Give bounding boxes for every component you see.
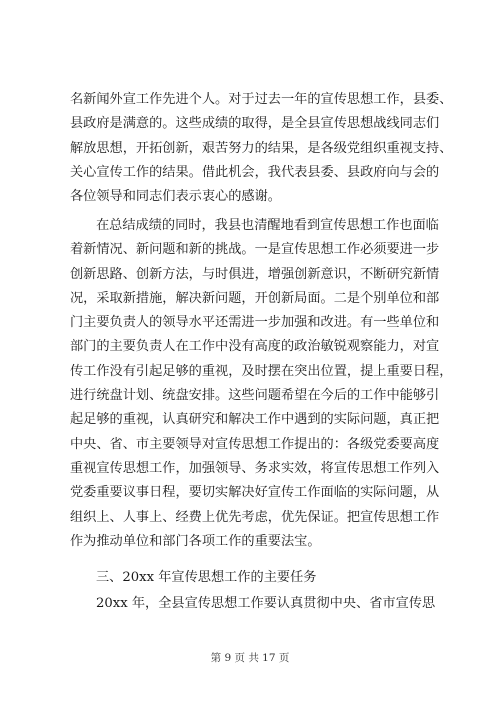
text-line: 作为推动单位和部门各项工作的重要法宝。 xyxy=(70,533,321,549)
body-paragraph-2 xyxy=(70,214,453,554)
heading-line: 三、20xx 年宣传思想工作的主要任务 xyxy=(96,570,317,585)
text-line: 关心宣传工作的结果。借此机会，我代表县委、县政府向与会的 xyxy=(70,164,440,180)
text-line: 各位领导和同志们表示衷心的感谢。 xyxy=(70,189,281,205)
text-line: 着新情况、新问题和新的挑战。一是宣传思想工作必须要进一步 xyxy=(70,242,440,258)
text-line: 在总结成绩的同时，我县也清醒地看到宣传思想工作也面临 xyxy=(96,218,439,233)
text-line: 组织上、人事上、经费上优先考虑，优先保证。把宣传思想工作 xyxy=(70,509,440,525)
text-line: 门主要负责人的领导水平还需进一步加强和改进。有一些单位和 xyxy=(70,315,440,331)
text-line: 县政府是满意的。这些成绩的取得，是全县宣传思想战线同志们 xyxy=(70,116,440,132)
text-line: 20xx 年，全县宣传思想工作要认真贯彻中央、省市宣传思 xyxy=(96,596,436,611)
text-line: 中央、省、市主要领导对宣传思想工作提出的：各级党委要高度 xyxy=(70,436,440,452)
text-line: 部门的主要负责人在工作中没有高度的政治敏锐观察能力，对宣 xyxy=(70,339,440,355)
text-line: 党委重要议事日程，要切实解决好宣传工作面临的实际问题，从 xyxy=(70,485,440,501)
text-line: 况，采取新措施，解决新问题，开创新局面。二是个别单位和部 xyxy=(70,290,440,306)
page-footer xyxy=(0,650,500,665)
text-line: 传工作没有引起足够的重视，及时摆在突出位置，提上重要日程， xyxy=(70,363,453,379)
text-line: 创新思路、创新方法，与时俱进，增强创新意识，不断研究新情 xyxy=(70,266,440,282)
section-heading xyxy=(70,566,434,590)
text-line: 重视宣传思想工作，加强领导、务求实效，将宣传思想工作列入 xyxy=(70,460,440,476)
page-number: 第 9 页 共 17 页 xyxy=(210,652,290,664)
text-line: 起足够的重视，认真研究和解决工作中遇到的实际问题，真正把 xyxy=(70,412,440,428)
text-line: 进行统盘计划、统盘安排。这些问题希望在今后的工作中能够引 xyxy=(70,388,440,404)
body-paragraph-1 xyxy=(70,88,453,209)
body-paragraph-3 xyxy=(70,592,434,616)
text-line: 名新闻外宣工作先进个人。对于过去一年的宣传思想工作，县委、 xyxy=(70,92,453,107)
text-line: 解放思想，开拓创新，艰苦努力的结果，是各级党组织重视支持、 xyxy=(70,140,453,156)
